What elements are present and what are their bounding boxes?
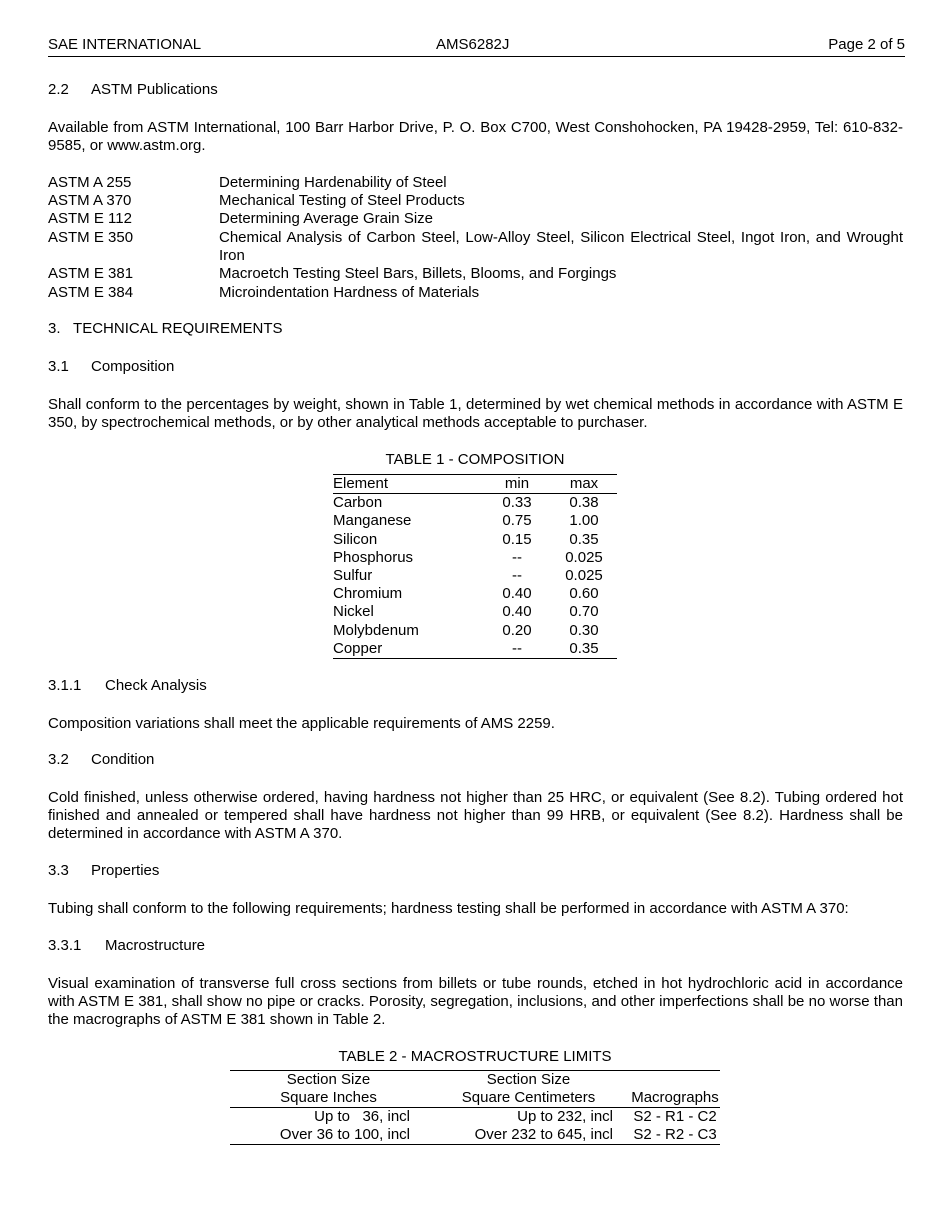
element-cell: Carbon <box>333 494 383 512</box>
section-number: 3.1.1 <box>48 677 82 694</box>
section-title: Condition <box>91 751 155 768</box>
section-3-3-paragraph: Tubing shall conform to the following requirements; hardness testing shall be performed in accordance with ASTM A 370: <box>48 900 849 917</box>
section-title: ASTM Publications <box>91 81 218 98</box>
table-header-row <box>333 475 617 494</box>
max-cell: 0.70 <box>569 603 599 621</box>
max-cell: 0.025 <box>565 548 603 566</box>
element-cell: Molybdenum <box>333 621 419 639</box>
macrographs-cell: S2 - R2 - C3 <box>633 1126 717 1143</box>
min-cell: 0.20 <box>502 621 532 639</box>
section-3-2-paragraph: Cold finished, unless otherwise ordered, having hardness not higher than 25 HRC, or equivalent (See 8.2). Tubing ordered hot finished and annealed or tempered shall have hardness not higher than 99 HRB, or equivalent (See 8.2). Hardness shall be determined in accordance with ASTM A 370. <box>48 789 903 842</box>
min-cell: 0.75 <box>502 512 532 530</box>
element-cell: Copper <box>333 639 383 657</box>
min-cell: 0.40 <box>502 585 532 603</box>
element-cell: Chromium <box>333 585 403 603</box>
column-header-element: Element <box>333 475 483 494</box>
section-3-1-paragraph: Shall conform to the percentages by weight, shown in Table 1, determined by wet chemical methods in accordance with ASTM E 350, by spectrochemical methods, or by other analytical methods acceptable to purchaser. <box>48 396 903 431</box>
max-cell: 0.35 <box>569 639 599 657</box>
square-inches-cell: Over 36 to 100, incl <box>279 1126 410 1143</box>
section-3-heading <box>48 320 283 337</box>
section-title: Properties <box>91 862 160 879</box>
publication-code: ASTM A 370 <box>48 192 132 209</box>
table-row <box>333 512 617 530</box>
section-number: 3.3 <box>48 862 69 879</box>
min-cell: -- <box>512 548 522 566</box>
section-number: 3.3.1 <box>48 937 82 954</box>
table-1-caption: TABLE 1 - COMPOSITION <box>385 451 565 468</box>
element-cell: Phosphorus <box>333 548 414 566</box>
section-title: TECHNICAL REQUIREMENTS <box>73 320 283 337</box>
min-cell: 0.33 <box>502 494 532 512</box>
publication-title: Macroetch Testing Steel Bars, Billets, Blooms, and Forgings <box>219 265 617 282</box>
publication-code: ASTM E 350 <box>48 229 134 246</box>
section-number: 3.1 <box>48 358 69 375</box>
publication-title: Determining Hardenability of Steel <box>219 174 447 191</box>
min-cell: -- <box>512 639 522 657</box>
page-header <box>48 36 905 57</box>
macrostructure-limits-table <box>230 1070 720 1145</box>
table-row <box>333 640 617 659</box>
max-cell: 0.30 <box>569 621 599 639</box>
table-row <box>333 494 617 513</box>
header-line: Section Size <box>486 1071 571 1088</box>
section-3-1-heading <box>48 358 174 375</box>
section-number: 3. <box>48 320 61 337</box>
section-2-2-heading <box>48 81 218 98</box>
section-title: Composition <box>91 358 175 375</box>
section-number: 2.2 <box>48 81 69 98</box>
publication-code: ASTM E 384 <box>48 284 134 301</box>
element-cell: Manganese <box>333 512 412 530</box>
max-cell: 1.00 <box>569 512 599 530</box>
table-row <box>230 1108 720 1127</box>
header-line: Square Centimeters <box>461 1089 596 1106</box>
section-number: 3.2 <box>48 751 69 768</box>
table-row <box>333 531 617 549</box>
table-2-caption: TABLE 2 - MACROSTRUCTURE LIMITS <box>338 1048 612 1065</box>
table-row <box>333 603 617 621</box>
publication-code: ASTM E 381 <box>48 265 134 282</box>
min-cell: -- <box>512 567 522 585</box>
composition-table <box>333 474 617 659</box>
publication-code: ASTM A 255 <box>48 174 132 191</box>
max-cell: 0.025 <box>565 567 603 585</box>
header-page-number: Page 2 of 5 <box>828 36 905 53</box>
square-centimeters-cell: Up to 232, incl <box>517 1108 613 1125</box>
publication-title: Mechanical Testing of Steel Products <box>219 192 465 209</box>
element-cell: Sulfur <box>333 567 373 585</box>
section-3-3-1-heading <box>48 937 205 954</box>
table-row <box>333 549 617 567</box>
max-cell: 0.35 <box>569 530 599 548</box>
section-3-1-1-heading <box>48 677 207 694</box>
square-inches-cell: Up to 36, incl <box>314 1108 410 1125</box>
header-organization: SAE INTERNATIONAL <box>48 36 202 53</box>
header-line: Section Size <box>286 1071 371 1088</box>
square-centimeters-cell: Over 232 to 645, incl <box>474 1126 613 1143</box>
table-row <box>333 567 617 585</box>
element-cell: Silicon <box>333 530 378 548</box>
column-header-square-inches <box>230 1071 427 1108</box>
column-header-macrographs: Macrographs <box>630 1071 720 1108</box>
max-cell: 0.38 <box>569 494 599 512</box>
max-cell: 0.60 <box>569 585 599 603</box>
column-header-min: min <box>483 475 551 494</box>
publication-title: Chemical Analysis of Carbon Steel, Low-Alloy Steel, Silicon Electrical Steel, Ingot Iron, and Wrought Iron <box>219 229 903 264</box>
table-row <box>333 585 617 603</box>
min-cell: 0.40 <box>502 603 532 621</box>
element-cell: Nickel <box>333 603 374 621</box>
section-3-2-heading <box>48 751 154 768</box>
table-row <box>230 1126 720 1145</box>
header-document-number: AMS6282J <box>436 36 510 53</box>
table-row <box>333 622 617 640</box>
column-header-max: max <box>551 475 617 494</box>
publication-code: ASTM E 112 <box>48 210 132 227</box>
column-header-square-centimeters <box>427 1071 630 1108</box>
section-title: Check Analysis <box>105 677 207 694</box>
section-2-2-paragraph: Available from ASTM International, 100 Barr Harbor Drive, P. O. Box C700, West Conshohocken, PA 19428-2959, Tel: 610-832-9585, or www.astm.org. <box>48 119 903 154</box>
table-header-row <box>230 1071 720 1108</box>
section-3-3-1-paragraph: Visual examination of transverse full cross sections from billets or tube rounds, etched in hot hydrochloric acid in accordance with ASTM E 381, shall show no pipe or cracks. Porosity, segregation, inclusions, and other imperfections shall be no worse than the macrographs of ASTM E 381 shown in Table 2. <box>48 975 903 1028</box>
section-3-1-1-paragraph: Composition variations shall meet the applicable requirements of AMS 2259. <box>48 715 555 732</box>
min-cell: 0.15 <box>502 530 532 548</box>
section-title: Macrostructure <box>105 937 206 954</box>
publication-title: Microindentation Hardness of Materials <box>219 284 480 301</box>
section-3-3-heading <box>48 862 159 879</box>
publication-title: Determining Average Grain Size <box>219 210 433 227</box>
macrographs-cell: S2 - R1 - C2 <box>633 1108 717 1125</box>
header-line: Square Inches <box>280 1089 377 1106</box>
